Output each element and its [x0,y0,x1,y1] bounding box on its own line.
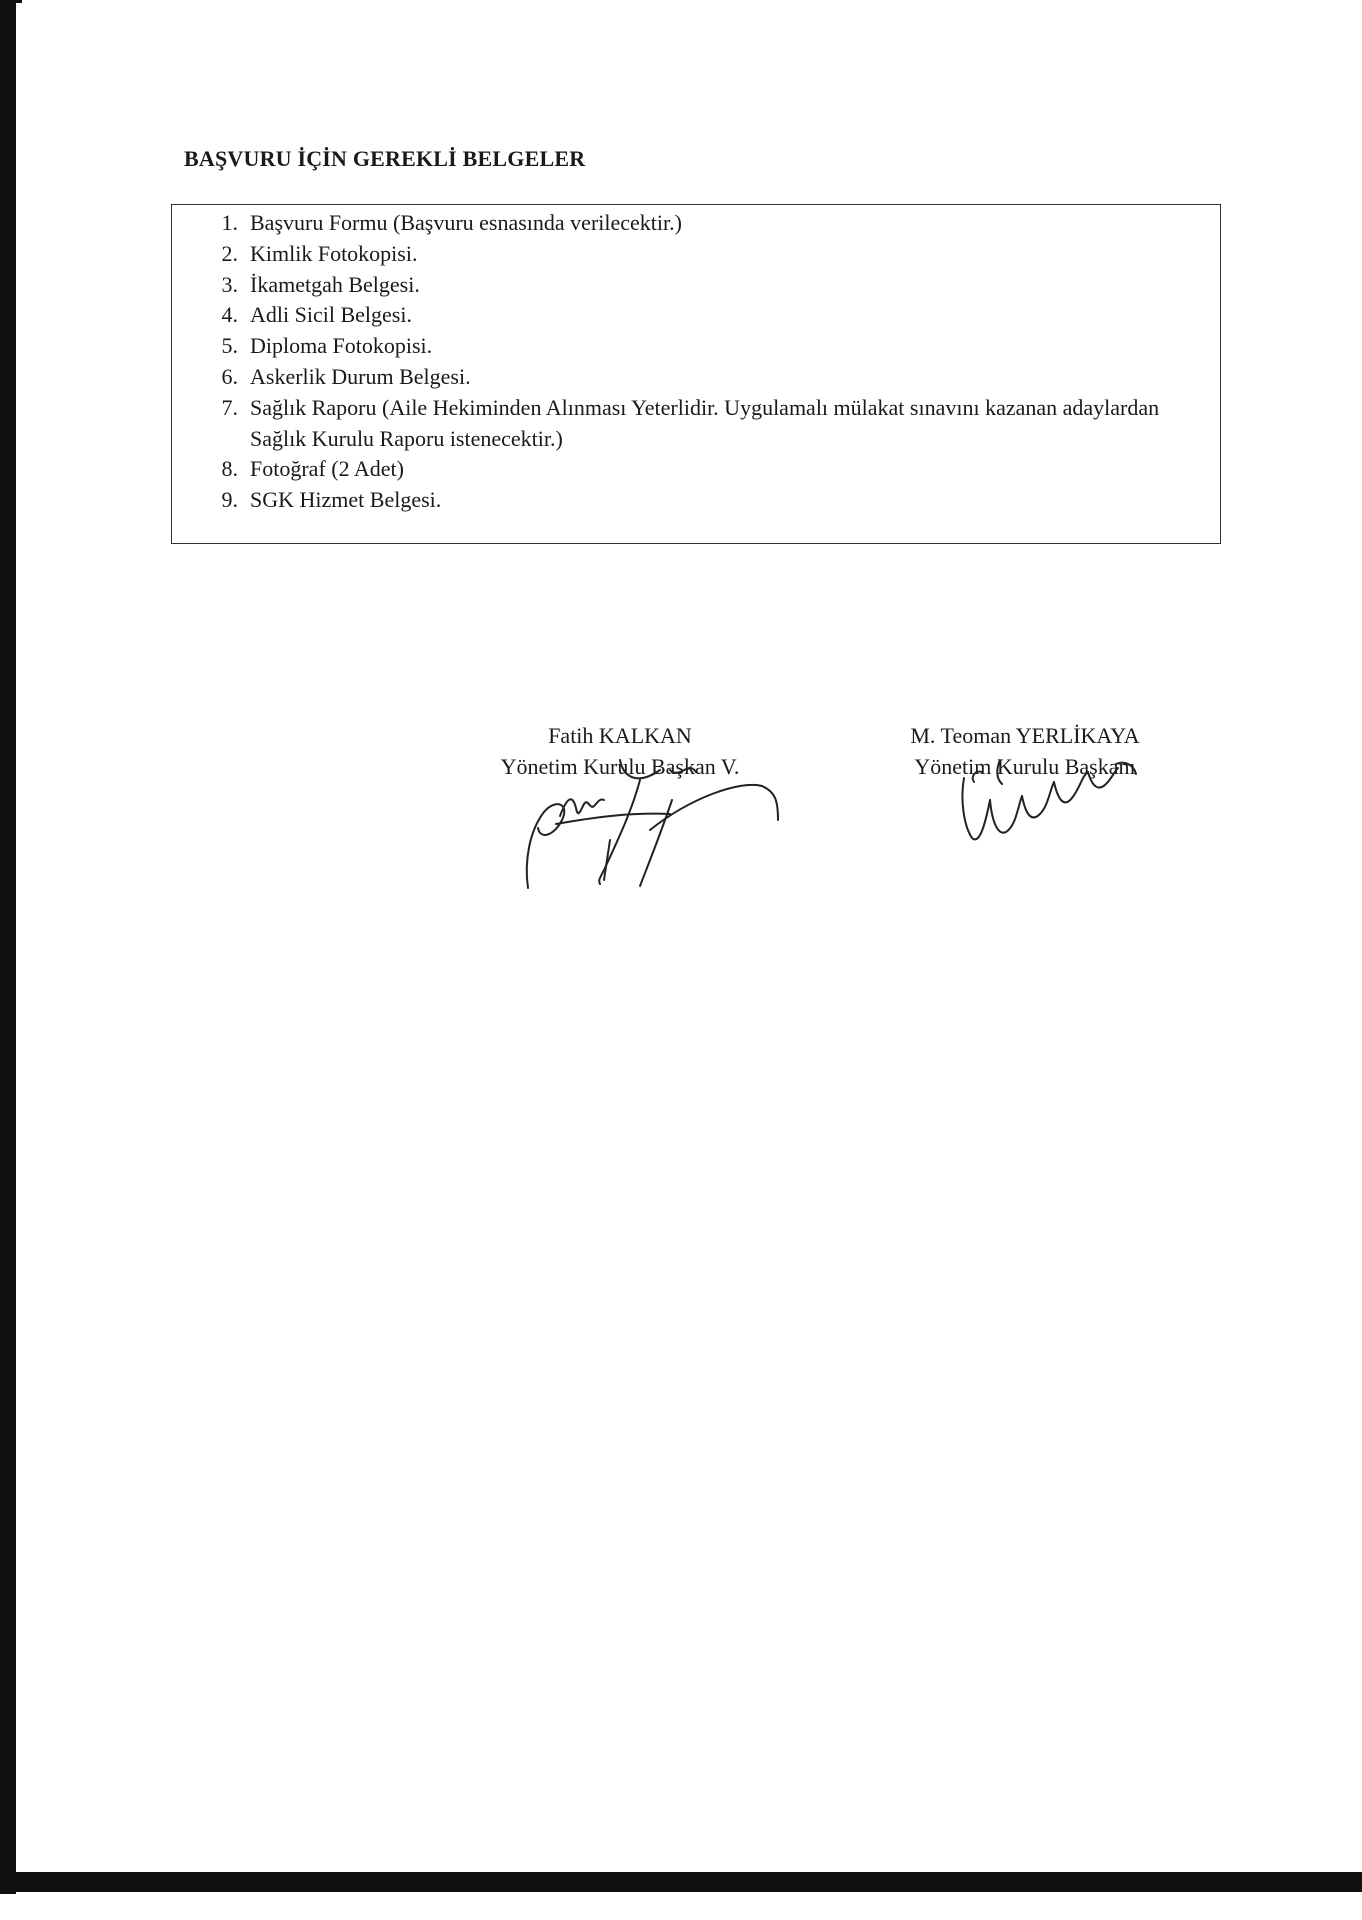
item-text: SGK Hizmet Belgesi. [250,487,442,513]
signatory-name: M. Teoman YERLİKAYA [910,723,1140,748]
item-number: 4. [221,302,238,328]
list-item [206,208,1200,239]
item-number: 2. [221,240,238,266]
item-text: Adli Sicil Belgesi. [250,302,412,328]
required-documents-list [206,208,1200,516]
list-item [206,454,1200,485]
item-text: Askerlik Durum Belgesi. [250,363,471,389]
signatory-title: Yönetim Kurulu Başkan V. [500,754,740,779]
item-text: Fotoğraf (2 Adet) [250,456,404,482]
item-text: Sağlık Raporu (Aile Hekiminden Alınması Yeterlidir. Uygulamalı mülakat sınavını kazanan adaylardan Sağlık Kurulu Raporu istenecektir.) [250,394,1160,451]
list-item [206,300,1200,331]
item-text: Başvuru Formu (Başvuru esnasında verilecektir.) [250,210,682,235]
item-number: 7. [221,394,238,420]
item-text: Diploma Fotokopisi. [250,333,433,359]
scan-mark-top [0,0,22,3]
item-number: 6. [221,363,238,389]
item-text: İkametgah Belgesi. [250,271,420,297]
signature-right-icon [930,720,1170,850]
list-item [206,485,1200,516]
item-number: 3. [221,271,238,297]
list-item [206,331,1200,362]
signature-left-icon [500,720,800,900]
scan-border-left [0,0,16,1894]
list-item [206,239,1200,270]
document-title: BAŞVURU İÇİN GEREKLİ BELGELER [184,146,586,171]
list-item [206,393,1200,455]
list-item [206,362,1200,393]
scan-border-bottom [0,1872,1362,1892]
item-number: 5. [221,333,238,359]
item-number: 9. [221,487,238,513]
required-documents-box [171,204,1221,544]
signatory-title: Yönetim Kurulu Başkanı [914,754,1136,779]
signatory-name: Fatih KALKAN [548,723,692,748]
item-number: 8. [221,456,238,482]
item-text: Kimlik Fotokopisi. [250,240,418,266]
item-number: 1. [221,210,238,235]
list-item [206,270,1200,301]
